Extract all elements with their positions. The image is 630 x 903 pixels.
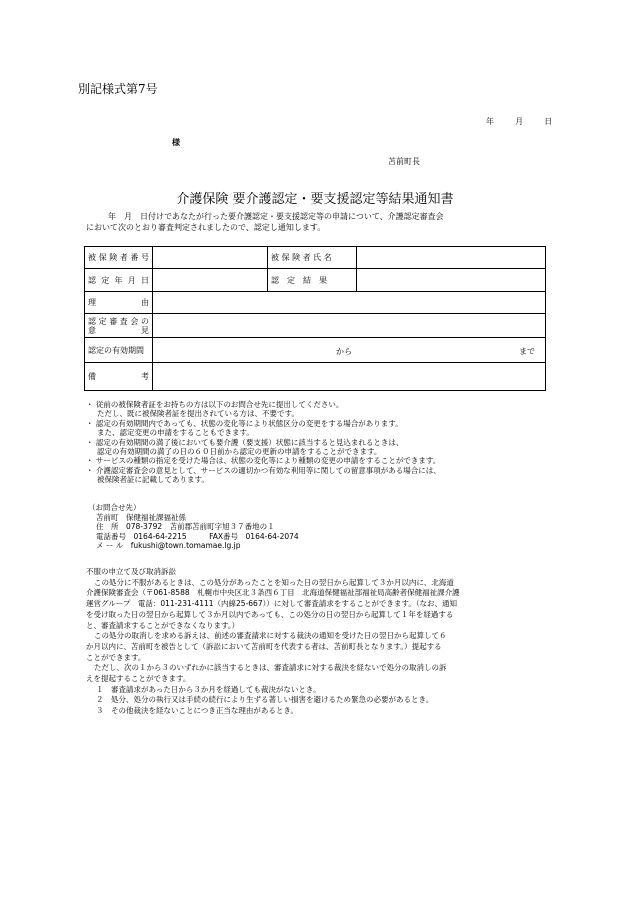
contact-dept: 苫前町 保健福祉課福祉係 [96, 512, 186, 522]
appeal-section [86, 567, 460, 717]
table-row [85, 363, 546, 391]
table-row [85, 338, 546, 363]
appeal-line: と、審査請求することができなくなります。） [86, 620, 240, 630]
date-month: 月 [515, 117, 524, 126]
opinion-label-2: 意 見 [88, 325, 149, 335]
note-item: ただし、既に被保険者証を提出されている方は、不要です。 [97, 409, 299, 419]
notes-list [86, 400, 441, 485]
period-label: 認定の有効期間 [85, 338, 153, 363]
issuer-name: 苫前町長 [388, 157, 420, 166]
appeal-item: ２ 処分、処分の執行又は手続の続行により生ずる著しい損害を避けるため緊急の必要があるとき。 [96, 695, 434, 705]
contact-block [88, 503, 299, 551]
appeal-line: この処分の取消しを求める訴えは、前述の審査請求に対する裁決の通知を受けた日の翌日から起算して６ [94, 631, 447, 641]
table-row [85, 247, 546, 269]
date-day: 日 [544, 117, 553, 126]
period-from: から [336, 347, 352, 356]
intro-line-2: において次のとおり審査判定されましたので、認定し通知します。 [86, 223, 326, 232]
contact-phone: 電話番号 0164-64-2215 FAX番号 0164-64-2074 [96, 531, 299, 541]
note-item: ・ サービスの種類の指定を受けた場合は、状態の変化等により種類の変更の申請をすることができます。 [86, 456, 441, 466]
appeal-line: を受け取った日の翌日から起算して３か月以内であっても、この処分の日の翌日から起算して１年を経過する [86, 609, 454, 619]
remarks-label: 備 考 [85, 363, 153, 391]
cert-result-value [357, 269, 546, 292]
addressee-suffix: 様 [172, 137, 180, 147]
note-item: ・ 従前の被保険者証をお持ちの方は以下のお問合せ先に提出してください。 [86, 400, 344, 409]
insured-name-label: 被 保 険 者 氏 名 [268, 247, 357, 269]
contact-heading: （お問合せ先） [88, 503, 141, 512]
appeal-heading: 不服の申立て及び取消訴訟 [86, 567, 176, 576]
appeal-line: か月以内に、苫前町を被告として（訴訟において苫前町を代表する者は、苫前町長となります。）提起する [86, 641, 442, 651]
appeal-line: えを提起することができます。 [86, 674, 191, 684]
cert-date-label: 認定年月日 [85, 269, 153, 292]
remarks-value [153, 363, 546, 391]
cert-date-value [153, 269, 268, 292]
table-row [85, 292, 546, 314]
reason-label: 理 由 [85, 292, 153, 314]
reason-value [153, 292, 546, 314]
appeal-line: ことができます。 [86, 652, 146, 662]
appeal-line: 運営グループ 電話：011-231-4111（内線25-667））に対して審査請求をすることができます。（なお、通知 [86, 599, 457, 609]
appeal-item: １ 審査請求があった日から３か月を経過しても裁決がないとき。 [96, 684, 321, 694]
note-item: ・ 介護認定審査会の意見として、サービスの適切かつ有効な利用等に関しての留意事項がある場合には、 [86, 465, 441, 475]
date-year: 年 [486, 117, 494, 126]
issue-date [486, 116, 552, 127]
table-row [85, 314, 546, 338]
insured-name-value [357, 247, 546, 269]
note-item: また、認定変更の申請をすることもできます。 [97, 428, 254, 438]
period-value [153, 338, 546, 363]
note-item: ・ 認定の有効期間内であっても、状態の変化等により状態区分の変更をする場合があります。 [86, 418, 403, 428]
opinion-label-1: 認定審査会の [88, 316, 149, 326]
note-item: ・ 認定の有効期間の満了後においても要介護（要支援）状態に該当すると見込まれるときは、 [86, 437, 404, 447]
result-table [84, 246, 546, 391]
appeal-line: ただし、次の１から３のいずれかに該当するときは、審査請求に対する裁決を経ないで処分の取消しの訴 [94, 663, 447, 673]
appeal-item: ３ その他裁決を経ないことにつき正当な理由があるとき。 [96, 706, 299, 716]
opinion-value [153, 314, 546, 338]
cert-result-label: 認 定 結 果 [268, 269, 357, 292]
form-number: 別記様式第7号 [78, 82, 158, 96]
contact-email: メ ー ル fukushi@town.tomamae.lg.jp [96, 541, 241, 551]
table-row [85, 269, 546, 292]
note-item: 認定の有効期間の満了の日の６０日前から認定の更新の申請をすることができます。 [97, 447, 382, 457]
document-title: 介護保険 要介護認定・要支援認定等結果通知書 [176, 192, 454, 207]
opinion-label [85, 314, 153, 338]
appeal-line: この処分に不服があるときは、この処分があったことを知った日の翌日から起算して３か月以内に、北海道 [94, 577, 454, 587]
insured-number-value [153, 247, 268, 269]
contact-address: 住 所 078-3792 苫前郡苫前町字旭３７番地の１ [96, 522, 275, 532]
period-to: まで [519, 347, 535, 356]
intro-line-1: 年 月 日付けであなたが行った要介護認定・要支援認定等の申請について、介護認定審査会 [108, 212, 444, 221]
insured-number-label: 被保険者番号 [85, 247, 153, 269]
note-item: 被保険者証に記載してあります。 [97, 475, 209, 485]
appeal-line: 介護保険審査会（〒061-8588 札幌市中央区北３条西６丁目 北海道保健福祉部福祉局高齢者保健福祉課介護 [86, 588, 460, 598]
